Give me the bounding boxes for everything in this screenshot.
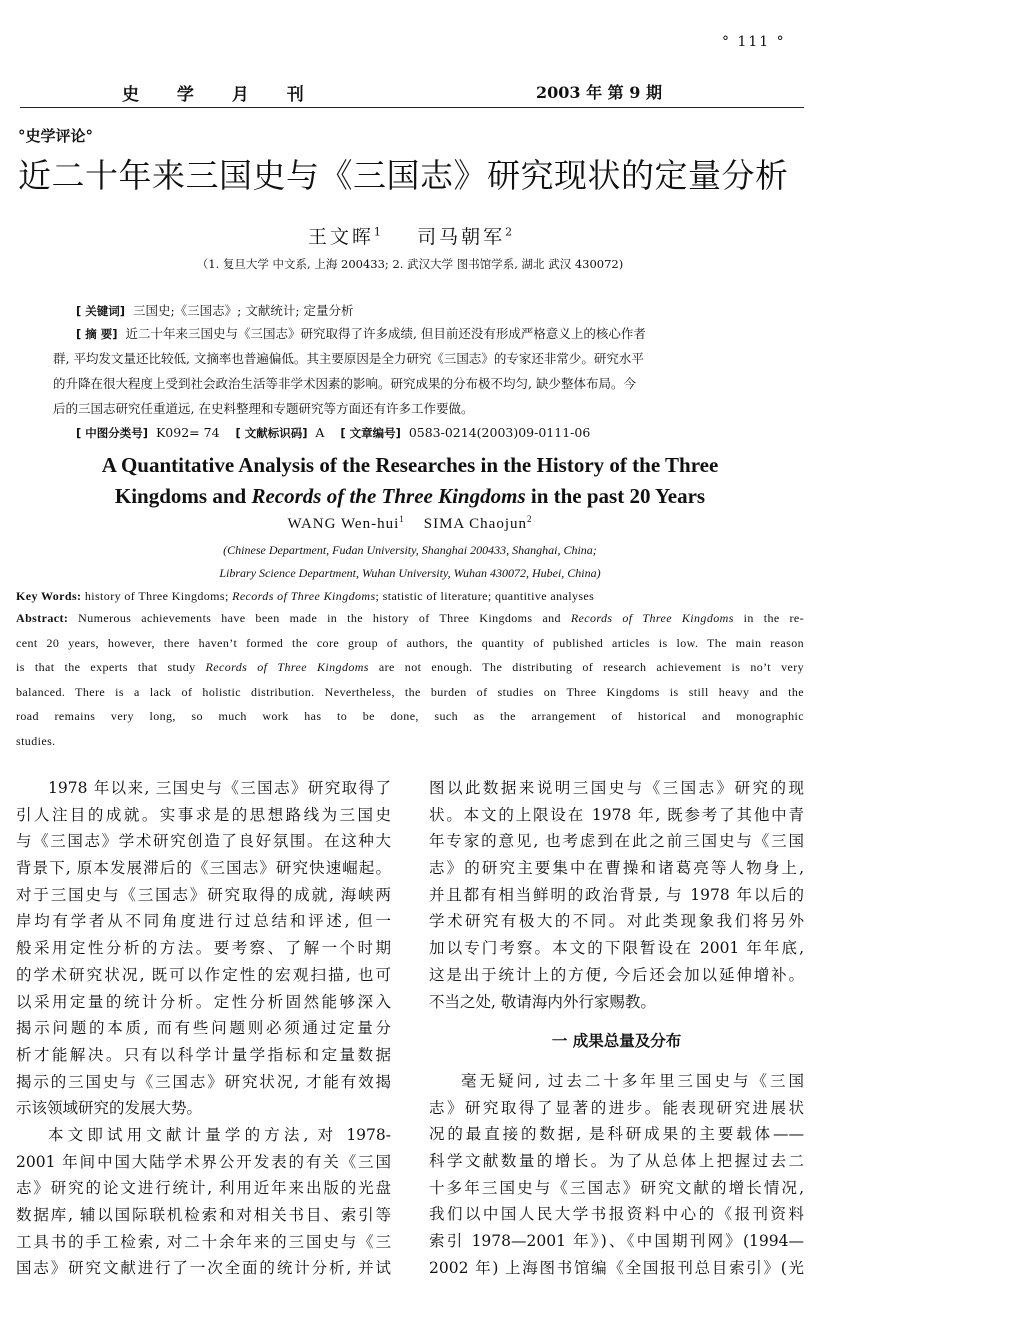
body-line: 析才能解决。只有以科学计量学指标和定量数据 (16, 1045, 391, 1064)
abstract-zh-line-2: 群, 平均发文量还比较低, 文摘率也普遍偏低。其主要原因是全力研究《三国志》的专家还非常少。研究水平 (53, 351, 644, 366)
body-line: 国志》研究文献进行了一次全面的统计分析, 并试 (16, 1259, 391, 1278)
body-line: 背景下, 原本发展滞后的《三国志》研究快速崛起。 (16, 859, 391, 878)
title-en-part-a: Kingdoms and (114, 484, 252, 508)
body-line: 示该领域研究的发展大势。 (16, 1099, 203, 1118)
affiliation-en-2: Library Science Department, Wuhan University, Wuhan 430072, Hubei, China) (219, 566, 601, 580)
body-line: 2001 年间中国大陆学术界公开发表的有关《三国 (16, 1152, 391, 1171)
journal-name: 史 学 月 刊 (122, 85, 320, 105)
issue-info: 2003 年 第 9 期 (536, 83, 662, 102)
abstract-zh-line-3: 的升降在很大程度上受到社会政治生活等非学术因素的影响。研究成果的分布极不均匀, 缺少整体布局。今 (53, 376, 636, 391)
author-2-en-sup: 2 (527, 514, 533, 524)
body-line: 毫无疑问, 过去二十多年里三国史与《三国 (461, 1071, 804, 1090)
abstract-zh-line-4: 后的三国志研究任重道远, 在史料整理和专题研究等方面还有许多工作要做。 (53, 401, 474, 416)
clc-value: K092= 74 (155, 425, 220, 440)
body-line: 并且都有相当鲜明的政治背景, 与 1978 年以后的 (429, 885, 804, 904)
keywords-zh (76, 300, 776, 322)
body-line: 引人注目的成就。实事求是的思想路线为三国史 (16, 805, 391, 824)
keywords-en-label: Key Words: (16, 589, 82, 603)
title-en-italic: Records of the Three Kingdoms (251, 484, 526, 508)
body-line: 况的最直接的数据, 是科研成果的主要载体—— (429, 1125, 804, 1144)
abstract-en-l3-a: is that the experts that study (16, 660, 206, 674)
body-column-left (16, 775, 391, 1282)
authors-zh (0, 222, 820, 249)
keywords-text: 三国史;《三国志》; 文献统计; 定量分析 (132, 303, 354, 318)
abstract-en-line-5: road remains very long, so much work has to be done, such as the arrangement of historical and monographic (16, 709, 804, 723)
body-line: 的学术研究状况, 既可以作定性的宏观扫描, 也可 (16, 965, 391, 984)
affiliation-en-1: (Chinese Department, Fudan University, Shanghai 200433, Shanghai, China; (223, 543, 597, 557)
keywords-en-part-a: history of Three Kingdoms; (81, 589, 233, 603)
abstract-en-l1-c: in the re- (733, 611, 804, 625)
body-line: 志》的研究主要集中在曹操和诸葛亮等人物身上, (429, 859, 804, 878)
body-line: 数据库, 辅以国际联机检索和对相关书目、索引等 (16, 1206, 391, 1224)
keywords-en (16, 584, 804, 608)
body-line: 岸均有学者从不同角度进行过总结和评述, 但一 (16, 912, 391, 931)
doc-code-value: A (315, 425, 325, 440)
classification-line (76, 422, 776, 444)
article-number-label: [ 文章编号] (340, 426, 401, 440)
title-en-line-1: A Quantitative Analysis of the Researches in the History of the Three (101, 453, 719, 477)
doc-code-label: [ 文献标识码] (235, 426, 308, 440)
body-line: 不当之处, 敬请海内外行家赐教。 (429, 992, 656, 1011)
abstract-en-line-2: cent 20 years, however, there haven’t formed the core group of authors, the quantity of published articles is low. The main reason (16, 636, 804, 650)
page-number: ° 111 ° (722, 34, 786, 50)
author-2-zh: 司马朝军 (417, 226, 506, 248)
keywords-en-part-c: ; statistic of literature; quantitive analyses (375, 589, 595, 603)
keywords-label: [ 关键词] (76, 304, 126, 318)
author-1-zh: 王文晖 (307, 226, 374, 248)
header-rule (20, 107, 804, 108)
abstract-en-l1-italic: Records of Three Kingdoms (570, 611, 734, 625)
abstract-zh-line-1 (76, 323, 776, 345)
abstract-en-line-4: balanced. There is a lack of holistic distribution. Nevertheless, the burden of studies on Three Kingdoms is still heavy and the (16, 685, 804, 699)
body-line: 对于三国史与《三国志》研究取得的成就, 海峡两 (16, 885, 391, 904)
body-line: 1978 年以来, 三国史与《三国志》研究取得了 (48, 779, 391, 797)
abstract-text: 近二十年来三国史与《三国志》研究取得了许多成绩, 但目前还没有形成严格意义上的核心作者 (125, 326, 646, 341)
body-column-right (429, 775, 804, 1281)
clc-label: [ 中图分类号] (76, 426, 149, 440)
abstract-en-label: Abstract: (16, 611, 69, 625)
body-line: 状。本文的上限设在 1978 年, 既参考了其他中青 (429, 805, 804, 824)
body-line: 以采用定量的统计分析。定性分析固然能够深入 (16, 992, 391, 1011)
article-title-zh: 近二十年来三国史与《三国志》研究现状的定量分析 (18, 156, 789, 195)
body-line: 年专家的意见, 也考虑到在此之前三国史与《三国 (429, 832, 804, 851)
body-line: 图以此数据来说明三国史与《三国志》研究的现 (429, 779, 804, 797)
column-tag: °史学评论° (18, 127, 94, 145)
body-line: 这是出于统计上的方便, 今后还会加以延伸增补。 (429, 965, 804, 984)
title-en-part-c: in the past 20 Years (525, 484, 706, 508)
author-2-sup: 2 (505, 225, 513, 239)
body-line: 般采用定性分析的方法。要考察、了解一个时期 (16, 939, 391, 958)
abstract-en-l3-c: are not enough. The distributing of research achievement is no’t very (368, 660, 804, 674)
author-1-en-sup: 1 (399, 514, 405, 524)
abstract-en-line-3 (16, 655, 804, 679)
body-line: 加以专门考察。本文的下限暂设在 2001 年年底, (429, 939, 804, 958)
body-line: 十多年三国史与《三国志》研究文献的增长情况, (429, 1178, 804, 1197)
author-1-en: WANG Wen-hui (287, 516, 400, 532)
body-line: 揭示的三国史与《三国志》研究状况, 才能有效揭 (16, 1072, 391, 1091)
abstract-en-l1-a: Numerous achievements have been made in the history of Three Kingdoms and (68, 611, 571, 625)
article-number-value: 0583-0214(2003)09-0111-06 (408, 425, 591, 440)
author-1-sup: 1 (373, 225, 381, 239)
article-title-en (0, 450, 820, 512)
affiliations-zh: （1. 复旦大学 中文系, 上海 200433; 2. 武汉大学 图书馆学系, 湖北 武汉 430072) (196, 257, 624, 271)
body-line: 与《三国志》学术研究创造了良好氛围。在这种大 (16, 832, 391, 851)
body-line: 2002 年) 上海图书馆编《全国报刊总目索引》(光 (429, 1258, 804, 1277)
body-line: 学术研究有极大的不同。对此类现象我们将另外 (429, 912, 804, 931)
body-line: 本文即试用文献计量学的方法, 对 1978- (48, 1125, 391, 1144)
body-line: 志》研究的论文进行统计, 利用近年来出版的光盘 (16, 1179, 391, 1198)
authors-en (0, 514, 820, 533)
body-line: 我们以中国人民大学书报资料中心的《报刊资料 (429, 1205, 804, 1224)
abstract-en-line-1 (16, 606, 804, 630)
abstract-label: [ 摘 要] (76, 327, 118, 341)
body-line: 工具书的手工检索, 对二十余年来的三国史与《三 (16, 1232, 391, 1251)
body-line: 科学文献数量的增长。为了从总体上把握过去二 (429, 1151, 804, 1170)
body-line: 志》研究取得了显著的进步。能表现研究进展状 (429, 1098, 804, 1117)
body-line: 揭示问题的本质, 而有些问题则必须通过定量分 (16, 1019, 391, 1038)
author-2-en: SIMA Chaojun (423, 516, 527, 532)
section-heading: 一 成果总量及分布 (551, 1032, 682, 1051)
keywords-en-italic: Records of Three Kingdoms (232, 589, 376, 603)
title-en-line-2 (0, 481, 820, 512)
abstract-en-line-6: studies. (16, 734, 56, 748)
body-line: 索引 1978—2001 年》)、《中国期刊网》(1994— (429, 1232, 804, 1250)
abstract-en-l3-italic: Records of Three Kingdoms (205, 660, 369, 674)
